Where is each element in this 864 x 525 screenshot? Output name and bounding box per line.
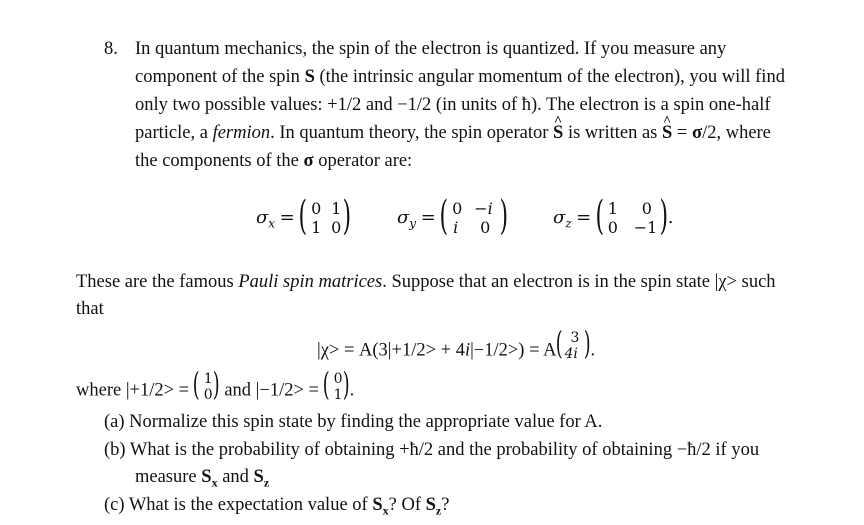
basis-vector-minus: ( 0 1 )	[322, 365, 350, 403]
part-b-line-1: (b) What is the probability of obtaining +ħ/2 and the probability of obtaining −ħ/2 if you	[104, 440, 760, 460]
part-c: (c) What is the expectation value of $S_x$? Of $S_z$?	[104, 495, 450, 518]
sigma-x-matrix: ( 0 1 1 0 )	[298, 193, 352, 239]
paragraph-2-line-1: These are the famous Pauli spin matrices. Suppose that an electron is in the spin state |χ> such	[76, 272, 776, 292]
paragraph-1-line-3: only two possible values: +1/2 and −1/2 (in units of ħ). The electron is a spin one-half	[135, 95, 771, 115]
part-a: (a) Normalize this spin state by finding the appropriate value for A.	[104, 412, 603, 432]
sigma-y-matrix: ( 0 −i i 0 )	[439, 193, 509, 239]
basis-vector-plus: ( 1 0 )	[192, 365, 220, 403]
part-b-line-2: measure $S_x$ and $S_z$	[135, 467, 270, 490]
sigma-z-matrix: ( 1 0 0 −1 )	[595, 193, 668, 239]
paragraph-1-line-5: the components of the σ operator are:	[135, 151, 413, 171]
paragraph-2-line-2: that	[76, 299, 104, 319]
sigma-z-equation: $\sigma_z$ = ( 1 0 0 −1 ) .	[553, 193, 674, 239]
state-vector: ( 3 4i )	[555, 324, 591, 362]
problem-number: 8.	[104, 39, 118, 59]
sigma-x-equation: $\sigma_x$ = ( 0 1 1 0 )	[256, 193, 352, 239]
basis-definition: where |+1/2> = ( 1 0 ) and |−1/2> = ( 0 1 ) .	[76, 365, 355, 403]
paragraph-1-line-1: In quantum mechanics, the spin of the electron is quantized. If you measure any	[135, 39, 727, 59]
state-equation: |χ> = A(3|+1/2> + 4i|−1/2>) = A ( 3 4i ) .	[317, 324, 596, 362]
paragraph-1-line-2: component of the spin S (the intrinsic angular momentum of the electron), you will find	[135, 67, 785, 87]
paragraph-1-line-4: particle, a fermion. In quantum theory, the spin operator ^ S is written as ^ S = σ/2, where	[135, 122, 771, 144]
sigma-y-equation: $\sigma_y$ = ( 0 −i i 0 )	[397, 193, 509, 239]
